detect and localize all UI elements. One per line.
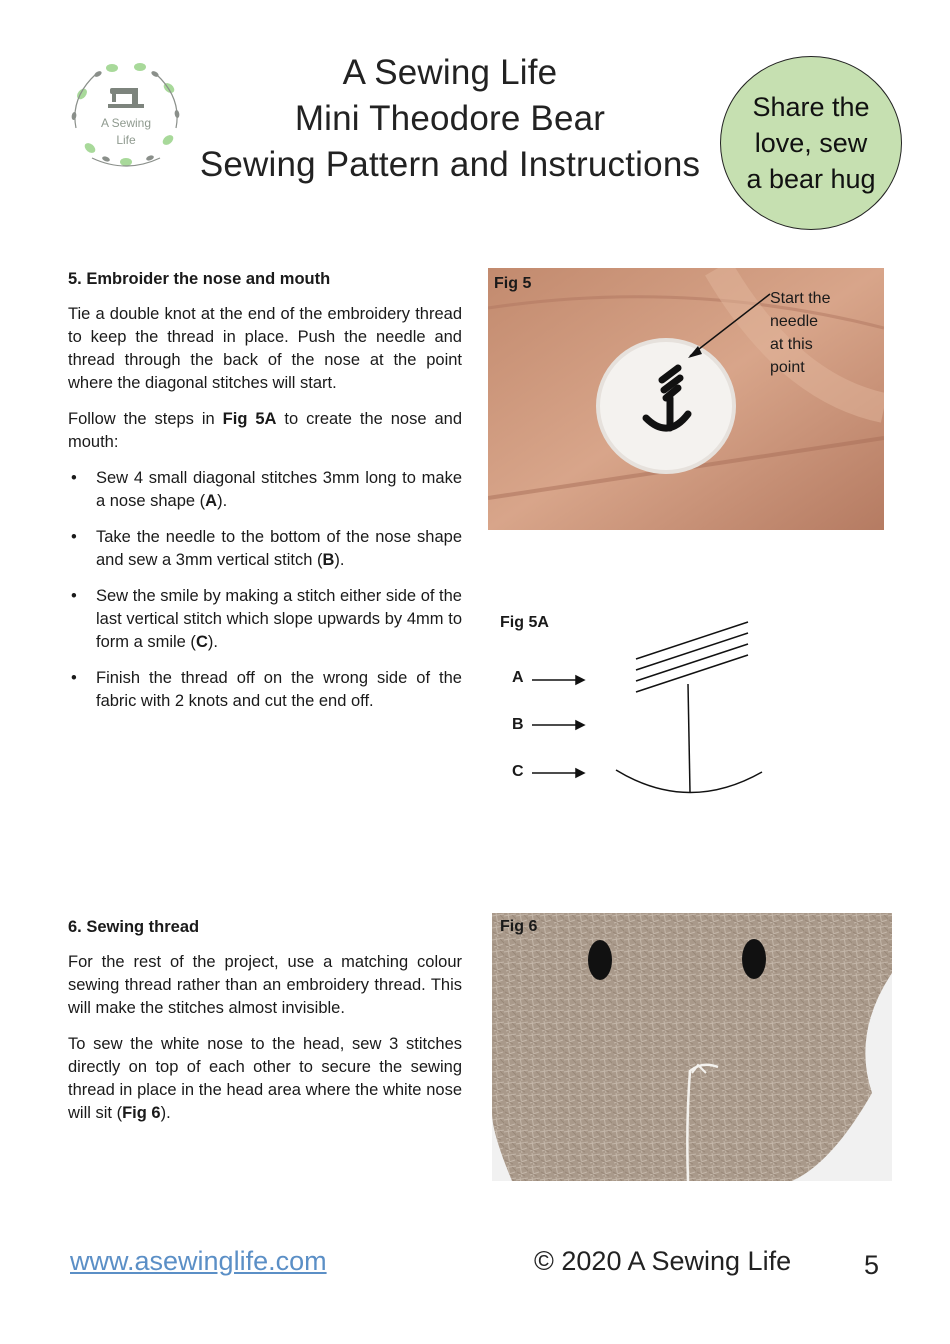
fig5-annotation-line2: needle xyxy=(770,313,819,330)
section-5 xyxy=(68,268,462,726)
fig5-annotation-line1: Start the xyxy=(770,290,831,307)
steps-list xyxy=(68,467,462,713)
logo-text-line2: Life xyxy=(116,133,136,147)
wreath-icon xyxy=(62,58,190,172)
badge-line1: Share the xyxy=(752,92,870,122)
section-5-heading: 5. Embroider the nose and mouth xyxy=(68,270,331,288)
document-title-line2: Mini Theodore Bear xyxy=(294,99,606,138)
website-link[interactable]: www.asewinglife.com xyxy=(70,1246,327,1276)
stitch-diagram xyxy=(498,612,778,802)
badge-line3: a bear hug xyxy=(746,164,876,194)
brand-logo xyxy=(62,58,190,172)
fig5-annotation-line4: point xyxy=(770,359,805,376)
badge-line2: love, sew xyxy=(754,128,868,158)
fig5-photo xyxy=(488,268,884,530)
marker-a: A xyxy=(512,669,524,686)
logo-text-line1: A Sewing xyxy=(100,116,152,130)
sewing-machine-icon xyxy=(108,88,144,108)
slogan-badge xyxy=(720,56,902,230)
section-6 xyxy=(68,916,462,1138)
fig5-annotation-line3: at this xyxy=(770,336,813,353)
list-item: • Finish the thread off on the wrong side of the fabric with 2 knots and cut the end off. xyxy=(71,669,462,710)
fig6-photo xyxy=(492,913,892,1181)
fig5a-label: Fig 5A xyxy=(500,614,549,631)
section-6-paragraph-2: To sew the white nose to the head, sew 3 stitches directly on top of each other to secure the sewing thread in place in the head area where the white nose will sit (Fig 6). xyxy=(68,1035,462,1122)
fig5-label: Fig 5 xyxy=(494,275,532,292)
list-item: • Take the needle to the bottom of the nose shape and sew a 3mm vertical stitch (B). xyxy=(71,528,462,569)
marker-c: C xyxy=(512,763,524,780)
fig6-label: Fig 6 xyxy=(500,918,538,935)
section-6-paragraph-1: For the rest of the project, use a matching colour sewing thread rather than an embroidery thread. This will make the stitches almost invisible. xyxy=(68,953,462,1017)
document-title-line1: A Sewing Life xyxy=(342,53,558,92)
copyright-notice: © 2020 A Sewing Life xyxy=(534,1246,792,1276)
section-5-paragraph-2: Follow the steps in Fig 5A to create the nose and mouth: xyxy=(68,410,462,451)
document-title-line3: Sewing Pattern and Instructions xyxy=(199,145,701,184)
right-eye xyxy=(742,939,766,979)
nose-stitches xyxy=(616,622,762,793)
marker-b: B xyxy=(512,716,524,733)
page-number: 5 xyxy=(864,1250,880,1280)
list-item: • Sew 4 small diagonal stitches 3mm long to make a nose shape (A). xyxy=(71,469,462,510)
felt-head-photo-illustration xyxy=(492,913,892,1181)
section-5-paragraph-1: Tie a double knot at the end of the embroidery thread to keep the thread in place. Push the needle and thread through the back of the nose at the point where the diagonal stitches will start. xyxy=(68,305,462,392)
list-item: • Sew the smile by making a stitch either side of the last vertical stitch which slope upwards by 4mm to form a smile (C). xyxy=(71,587,462,651)
left-eye xyxy=(588,940,612,980)
fig5a-diagram xyxy=(498,612,778,802)
section-6-heading: 6. Sewing thread xyxy=(68,918,200,936)
vertical-stitch xyxy=(688,684,690,792)
